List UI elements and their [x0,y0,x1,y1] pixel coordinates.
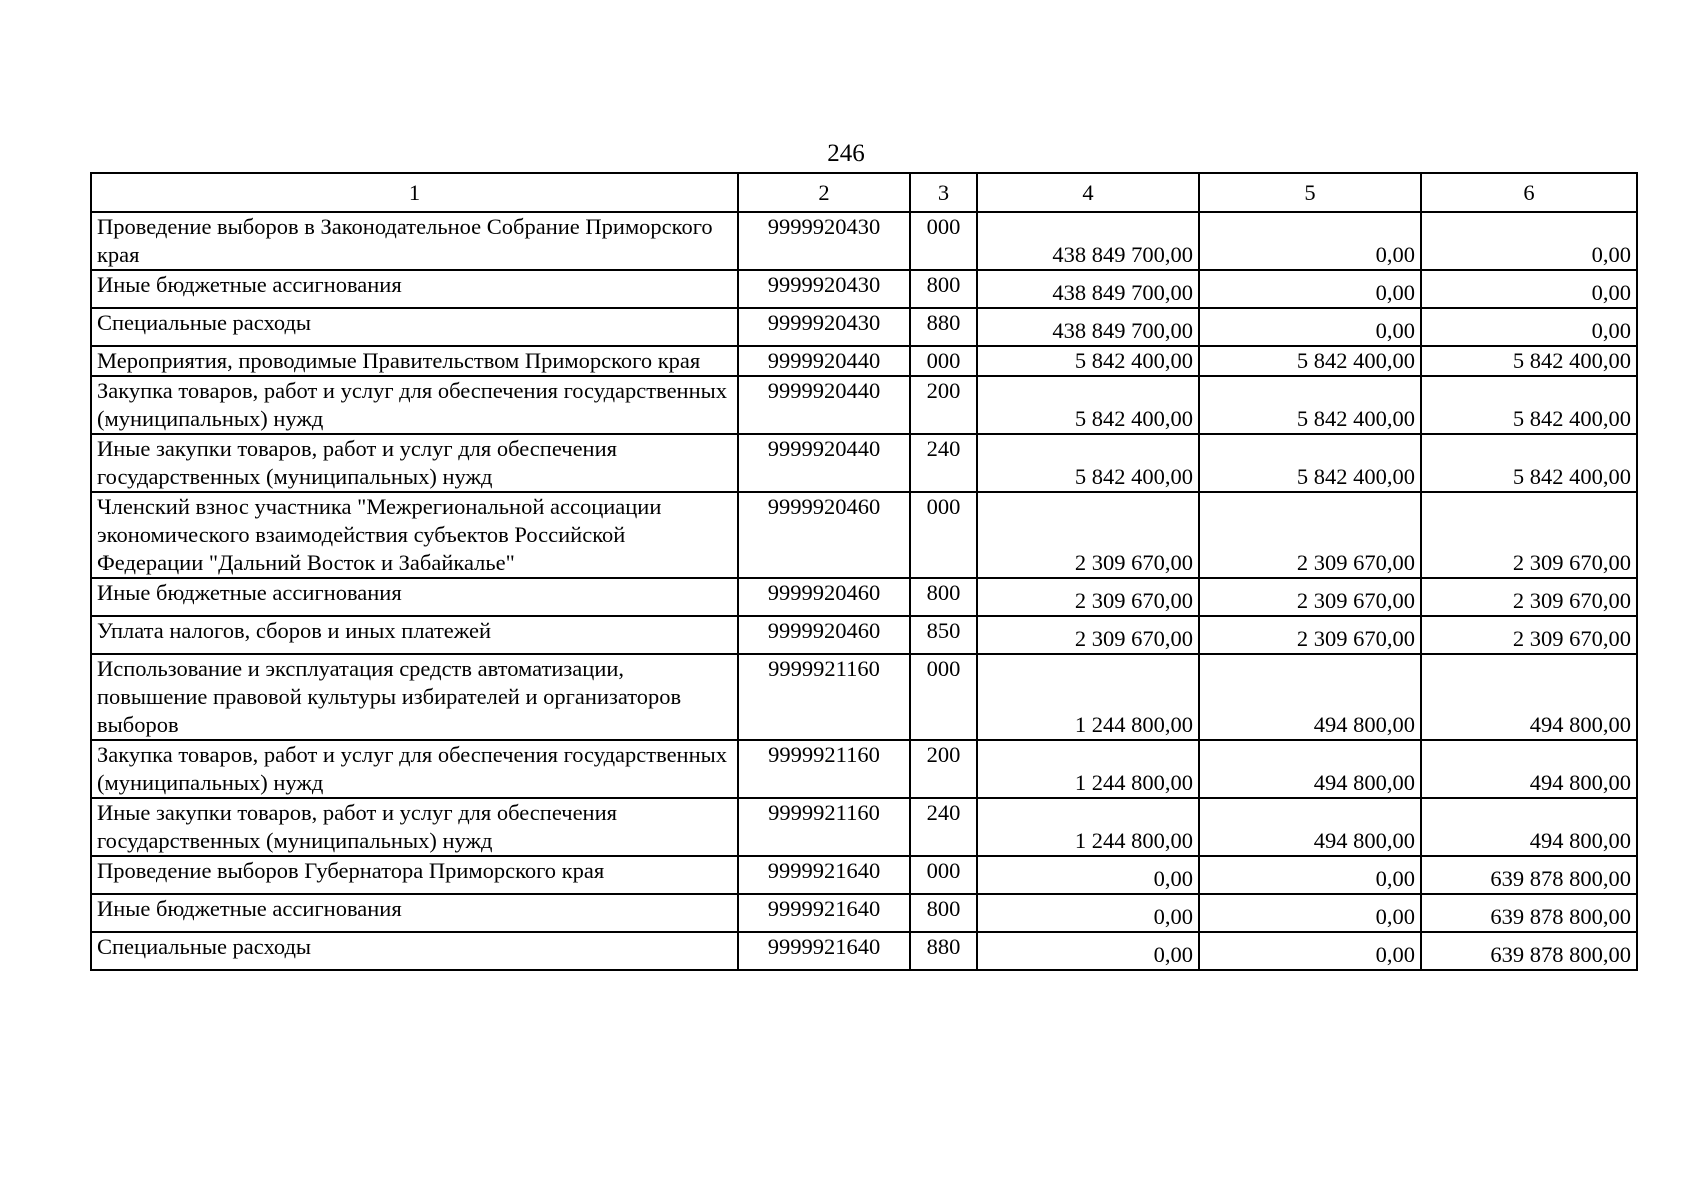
table-header [91,173,1637,212]
column-header: 4 [977,173,1199,212]
budget-table [90,172,1638,971]
table-row [91,856,1637,894]
table-row [91,740,1637,798]
row-amount-1: 0,00 [977,856,1199,894]
row-expense-type: 200 [910,376,977,434]
table-row [91,932,1637,970]
column-header: 3 [910,173,977,212]
table-body [91,212,1637,970]
row-name: Проведение выборов в Законодательное Собрание Приморского края [91,212,738,270]
row-target-code: 9999921160 [738,740,910,798]
row-amount-1: 5 842 400,00 [977,346,1199,376]
row-name: Уплата налогов, сборов и иных платежей [91,616,738,654]
row-amount-2: 2 309 670,00 [1199,578,1421,616]
table-row [91,894,1637,932]
row-name: Закупка товаров, работ и услуг для обеспечения государственных (муниципальных) нужд [91,376,738,434]
row-target-code: 9999920440 [738,434,910,492]
row-amount-2: 5 842 400,00 [1199,434,1421,492]
row-target-code: 9999920430 [738,270,910,308]
row-amount-1: 1 244 800,00 [977,654,1199,740]
row-name: Иные бюджетные ассигнования [91,270,738,308]
row-amount-2: 0,00 [1199,270,1421,308]
row-amount-2: 5 842 400,00 [1199,376,1421,434]
row-expense-type: 800 [910,578,977,616]
row-amount-1: 2 309 670,00 [977,616,1199,654]
row-amount-1: 5 842 400,00 [977,434,1199,492]
table-row [91,212,1637,270]
row-amount-1: 438 849 700,00 [977,212,1199,270]
row-name: Специальные расходы [91,932,738,970]
row-amount-1: 438 849 700,00 [977,270,1199,308]
row-expense-type: 240 [910,798,977,856]
table-row [91,308,1637,346]
header-row [91,173,1637,212]
row-amount-1: 438 849 700,00 [977,308,1199,346]
column-header: 2 [738,173,910,212]
row-target-code: 9999920440 [738,346,910,376]
table-row [91,492,1637,578]
row-target-code: 9999920460 [738,616,910,654]
row-amount-3: 494 800,00 [1421,740,1637,798]
row-expense-type: 000 [910,856,977,894]
table-row [91,270,1637,308]
row-expense-type: 240 [910,434,977,492]
row-expense-type: 800 [910,894,977,932]
row-amount-2: 0,00 [1199,856,1421,894]
column-header: 1 [91,173,738,212]
row-target-code: 9999921640 [738,856,910,894]
row-amount-3: 2 309 670,00 [1421,616,1637,654]
row-expense-type: 880 [910,932,977,970]
row-amount-3: 5 842 400,00 [1421,434,1637,492]
row-amount-3: 0,00 [1421,270,1637,308]
column-header: 6 [1421,173,1637,212]
row-amount-3: 639 878 800,00 [1421,894,1637,932]
column-header: 5 [1199,173,1421,212]
row-amount-1: 2 309 670,00 [977,578,1199,616]
table-row [91,434,1637,492]
row-name: Специальные расходы [91,308,738,346]
row-amount-2: 494 800,00 [1199,740,1421,798]
row-amount-3: 5 842 400,00 [1421,376,1637,434]
row-expense-type: 200 [910,740,977,798]
row-target-code: 9999921640 [738,894,910,932]
row-amount-1: 1 244 800,00 [977,740,1199,798]
page-number: 246 [827,140,865,167]
row-expense-type: 000 [910,212,977,270]
row-amount-2: 494 800,00 [1199,798,1421,856]
row-amount-1: 0,00 [977,932,1199,970]
row-expense-type: 800 [910,270,977,308]
row-name: Иные бюджетные ассигнования [91,894,738,932]
row-amount-3: 0,00 [1421,308,1637,346]
row-name: Использование и эксплуатация средств автоматизации, повышение правовой культуры избирателей и организаторов выборов [91,654,738,740]
row-amount-3: 639 878 800,00 [1421,856,1637,894]
row-expense-type: 000 [910,654,977,740]
row-target-code: 9999920430 [738,308,910,346]
row-amount-1: 2 309 670,00 [977,492,1199,578]
row-expense-type: 000 [910,492,977,578]
row-amount-2: 0,00 [1199,212,1421,270]
row-amount-2: 0,00 [1199,894,1421,932]
row-name: Проведение выборов Губернатора Приморского края [91,856,738,894]
row-amount-3: 2 309 670,00 [1421,578,1637,616]
table-row [91,376,1637,434]
row-amount-3: 639 878 800,00 [1421,932,1637,970]
row-target-code: 9999921160 [738,654,910,740]
row-target-code: 9999920440 [738,376,910,434]
table-row [91,616,1637,654]
table-row [91,578,1637,616]
row-expense-type: 000 [910,346,977,376]
row-expense-type: 850 [910,616,977,654]
row-target-code: 9999920460 [738,578,910,616]
row-amount-2: 0,00 [1199,308,1421,346]
row-amount-2: 494 800,00 [1199,654,1421,740]
row-name: Членский взнос участника "Межрегиональной ассоциации экономического взаимодействия субъектов Российской Федерации "Дальний Восток и Забайкалье" [91,492,738,578]
row-target-code: 9999920460 [738,492,910,578]
row-amount-1: 1 244 800,00 [977,798,1199,856]
row-amount-3: 494 800,00 [1421,654,1637,740]
row-name: Закупка товаров, работ и услуг для обеспечения государственных (муниципальных) нужд [91,740,738,798]
row-target-code: 9999920430 [738,212,910,270]
row-amount-2: 0,00 [1199,932,1421,970]
row-target-code: 9999921640 [738,932,910,970]
row-target-code: 9999921160 [738,798,910,856]
row-amount-1: 0,00 [977,894,1199,932]
row-amount-1: 5 842 400,00 [977,376,1199,434]
row-amount-2: 2 309 670,00 [1199,616,1421,654]
table-row [91,346,1637,376]
row-amount-3: 5 842 400,00 [1421,346,1637,376]
row-name: Иные закупки товаров, работ и услуг для обеспечения государственных (муниципальных) нужд [91,798,738,856]
row-name: Мероприятия, проводимые Правительством Приморского края [91,346,738,376]
table-row [91,798,1637,856]
row-name: Иные бюджетные ассигнования [91,578,738,616]
row-amount-3: 494 800,00 [1421,798,1637,856]
row-expense-type: 880 [910,308,977,346]
row-amount-3: 2 309 670,00 [1421,492,1637,578]
row-amount-2: 5 842 400,00 [1199,346,1421,376]
table-row [91,654,1637,740]
row-name: Иные закупки товаров, работ и услуг для обеспечения государственных (муниципальных) нужд [91,434,738,492]
row-amount-3: 0,00 [1421,212,1637,270]
row-amount-2: 2 309 670,00 [1199,492,1421,578]
